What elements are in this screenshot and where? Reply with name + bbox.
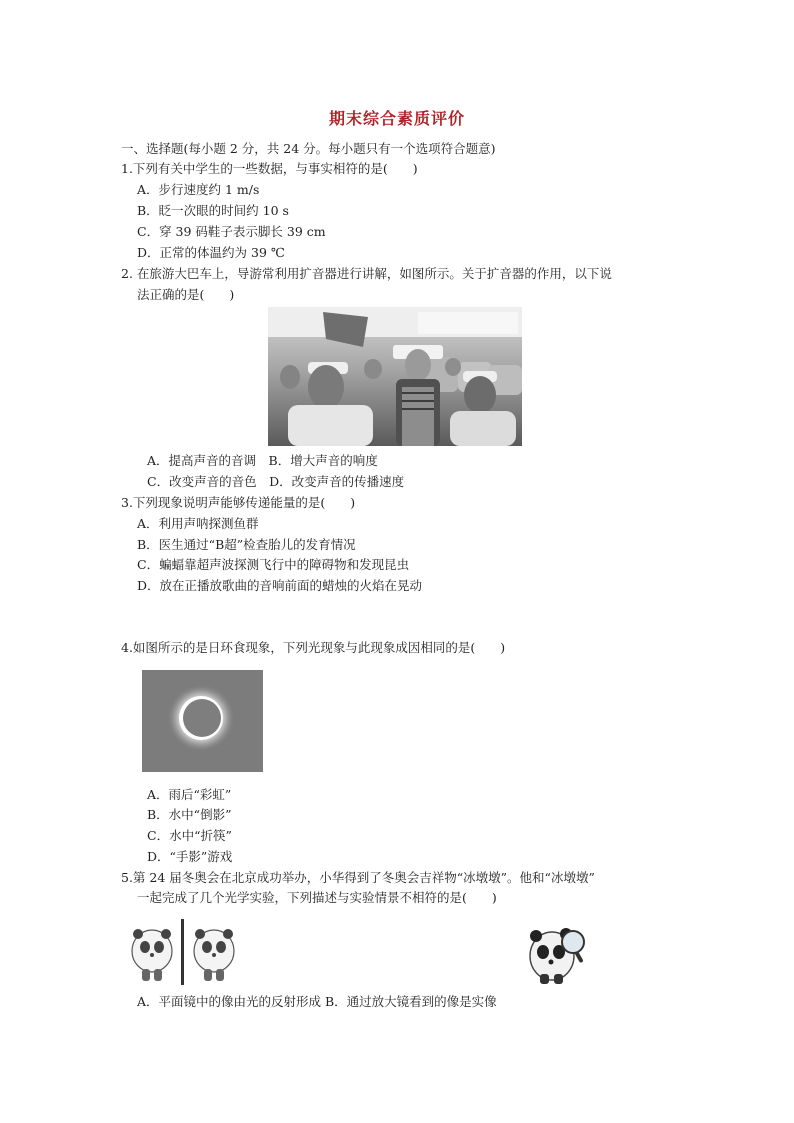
eclipse-illustration [142,670,263,772]
question-2-options-ab: A．提高声音的音调 B．增大声音的响度 [147,453,378,468]
mascot-magnifier-illustration [524,922,588,986]
question-4-stem: 4.如图所示的是日环食现象，下列光现象与此现象成因相同的是( ) [121,640,506,655]
question-3-option-b: B．医生通过“B超”检查胎儿的发育情况 [137,537,356,552]
question-5-stem-line2: 一起完成了几个光学实验，下列描述与实验情景不相符的是( ) [137,890,497,905]
question-1-option-d: D．正常的体温约为 39 ℃ [137,245,285,260]
tour-bus-photo [268,307,522,446]
question-1-option-c: C．穿 39 码鞋子表示脚长 39 cm [137,224,326,239]
question-4-option-d: D．“手影”游戏 [147,849,233,864]
question-3-option-c: C．蝙蝠靠超声波探测飞行中的障碍物和发现昆虫 [137,557,410,572]
question-1-option-a: A．步行速度约 1 m/s [137,182,260,197]
magnifier-figure [524,922,588,986]
question-3-option-d: D．放在正播放歌曲的音响前面的蜡烛的火焰在晃动 [137,578,423,593]
plane-mirror-figure [128,917,238,987]
section-heading: 一、选择题(每小题 2 分，共 24 分。每小题只有一个选项符合题意) [121,141,496,156]
question-1-option-b: B．眨一次眼的时间约 10 s [137,203,289,218]
question-5-stem-line1: 5.第 24 届冬奥会在北京成功举办，小华得到了冬奥会吉祥物“冰墩墩”。他和“冰墩墩” [121,870,595,885]
question-3-stem: 3.下列现象说明声能够传递能量的是( ) [121,495,356,510]
question-2-stem-line1: 2. 在旅游大巴车上，导游常利用扩音器进行讲解，如图所示。关于扩音器的作用，以下说 [121,266,612,281]
annular-eclipse-photo [142,670,263,772]
question-2-stem-line2: 法正确的是( ) [137,287,235,302]
question-2-options-cd: C．改变声音的音色 D．改变声音的传播速度 [147,474,405,489]
question-5-options-ab: A．平面镜中的像由光的反射形成 B．通过放大镜看到的像是实像 [137,994,497,1009]
mascot-mirror-illustration [128,917,238,987]
page-title: 期末综合素质评价 [328,109,465,128]
question-4-option-b: B．水中“倒影” [147,807,232,822]
tour-bus-illustration [268,307,522,446]
question-4-option-a: A．雨后“彩虹” [147,787,232,802]
question-4-option-c: C．水中“折筷” [147,828,232,843]
question-1-stem: 1.下列有关中学生的一些数据，与事实相符的是( ) [121,161,418,176]
question-3-option-a: A．利用声呐探测鱼群 [137,516,259,531]
